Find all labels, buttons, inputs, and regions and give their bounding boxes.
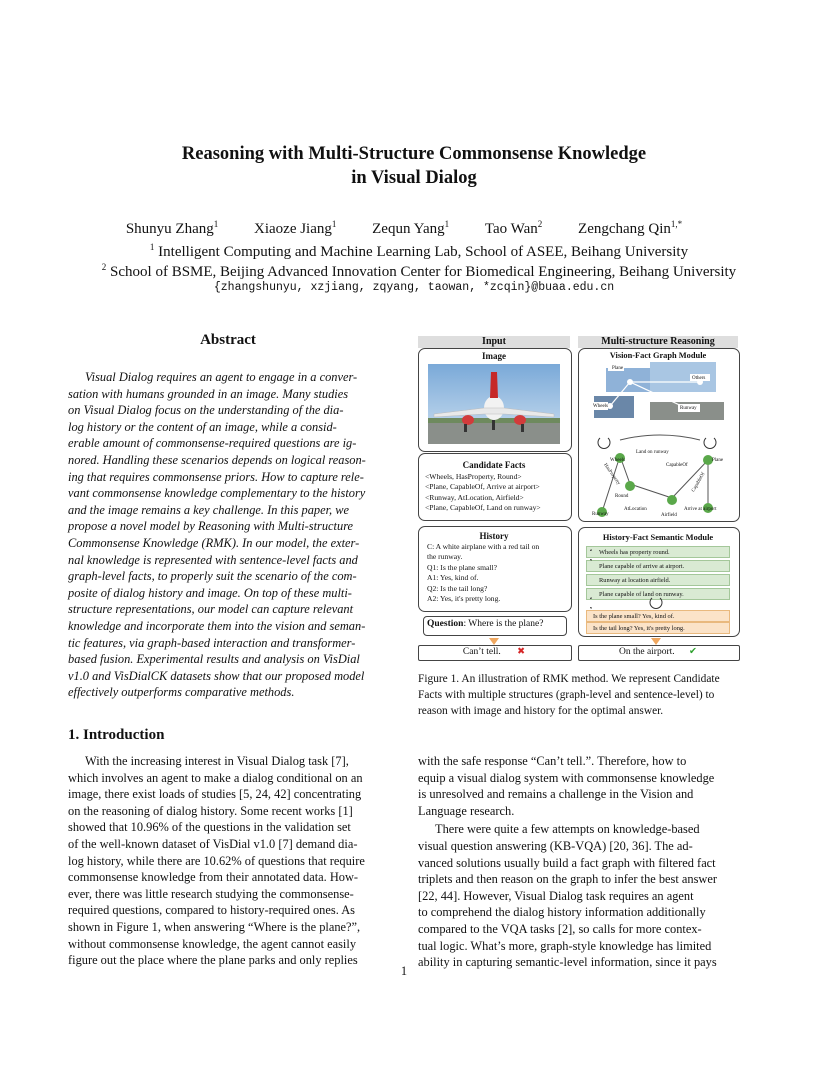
caption-line: Facts with multiple structures (graph-level and sentence-level) to (418, 688, 715, 701)
author: Xiaoze Jiang$^1$ (254, 219, 337, 237)
intro-heading: 1. Introduction (68, 727, 165, 743)
abstract-line: tic features, via graph-based interaction and transformer- (68, 635, 356, 650)
candidate-facts-title: Candidate Facts (462, 460, 526, 470)
right-answer: On the airport. ✔ (618, 646, 697, 657)
abstract-line: knowledge and incorporate them into the vision and seman- (68, 618, 366, 633)
intro-line: triplets and then reason on the graph to infer the best answer (418, 872, 718, 887)
history-line: the runway. (427, 552, 463, 562)
page-number: 1 (400, 964, 408, 978)
graph-node-label: Plane (712, 458, 724, 463)
intro-line: with the safe response “Can’t tell.”. Therefore, how to (418, 754, 687, 768)
abstract-line: erable amount of commonsense-required questions are ig- (68, 436, 357, 451)
abstract-heading: Abstract (200, 332, 256, 348)
intro-line: visual question answering (KB-VQA) [20, 36]. The ad- (418, 838, 693, 853)
input-header: Input (418, 336, 570, 348)
graph-node-label: CapableOf (691, 471, 707, 494)
semantic-fact: Wheels has property round. (586, 546, 730, 558)
history-title: History (479, 531, 509, 541)
graph-node-label: HasProperty (602, 462, 621, 487)
abstract-line: posite of dialog history and image. On top of these multi- (68, 585, 352, 600)
intro-line: There were quite a few attempts on knowledge-based (435, 822, 700, 837)
abstract-line: vant commonsense knowledge complementary to the history (68, 486, 366, 501)
semantic-history: Is the plane small? Yes, kind of. (586, 610, 730, 622)
semantic-fact: Runway at location airfield. (586, 574, 730, 586)
intro-line: ever, there was little research studying the commonsense- (68, 886, 354, 901)
abstract-line: log history or the content of an image, while a consid- (68, 419, 337, 434)
history-line: Q1: Is the plane small? (427, 562, 498, 572)
region-label: Runway (680, 406, 697, 411)
intro-line: With the increasing interest in Visual Dialog task [7], (85, 754, 349, 768)
intro-line: showed that 10.96% of the questions in the validation set (68, 820, 351, 835)
abstract-line: nal knowledge is represented with sentence-level facts and (68, 552, 358, 567)
region-label: Plane (612, 366, 624, 371)
history-line: A2: Yes, it's pretty long. (427, 594, 501, 604)
cross-icon: ✖ (517, 646, 526, 657)
candidate-facts-list (425, 472, 575, 514)
intro-line: compared to the VQA tasks [2], so calls for more contex- (418, 921, 702, 936)
intro-line: vanced solutions usually build a fact graph with filtered fact (418, 855, 716, 870)
intro-line: Language research. (418, 803, 515, 818)
author-list (0, 219, 808, 238)
abstract-line: on Visual Dialog focus on the understanding of the dia- (68, 403, 344, 418)
image-region-graph (590, 362, 730, 420)
intro-line: to comprehend the dialog history information additionally (418, 905, 706, 920)
graph-node-label: Runway (592, 512, 609, 517)
question-text: Question: Where is the plane? (427, 619, 544, 629)
intro-line: without commonsense knowledge, the agent cannot easily (68, 936, 357, 951)
paper-title-line1: Reasoning with Multi-Structure Commonsense Knowledge (181, 144, 647, 164)
arrow-down-icon (489, 638, 499, 645)
intro-left-column (68, 753, 388, 969)
reasoning-header: Multi-structure Reasoning (578, 336, 738, 348)
history-line: A1: Yes, kind of. (427, 573, 479, 583)
intro-line: on the reasoning of dialog history. Some recent works [1] (68, 803, 353, 818)
graph-node-label: AtLocation (624, 507, 647, 512)
intro-line: shown in Figure 1, when answering “Where is the plane?”, (68, 919, 361, 934)
wrong-answer: Can’t tell. ✖ (462, 646, 526, 657)
intro-line: of the well-known dataset of VisDial v1.0 [7] demand dia- (68, 836, 358, 851)
author: Zengchang Qin$^{1,*}$ (578, 219, 683, 237)
paper-title-line2: in Visual Dialog (351, 168, 477, 188)
abstract-line: propose a novel model by Reasoning with Multi-structure (68, 519, 354, 534)
abstract-line: sation with humans grounded in an image. Many studies (68, 386, 349, 401)
intro-line: commonsense knowledge from their annotated data. How- (68, 870, 359, 885)
affiliation-2: $^2$ School of BSME, Beijing Advanced Innovation Center for Biomedical Engineering, Beihang University (101, 262, 737, 280)
image-label: Image (482, 351, 506, 361)
history-line: Q2: Is the tail long? (427, 583, 488, 593)
arrow-down-icon (651, 638, 661, 645)
graph-node-label: Arrive at airport (684, 507, 717, 512)
graph-node-label: Land on runway (636, 450, 669, 455)
candidate-fact: <Plane, CapableOf, Land on runway> (425, 503, 541, 513)
affiliation-1: $^1$ Intelligent Computing and Machine Learning Lab, School of ASEE, Beihang University (149, 242, 689, 260)
airplane-photo (428, 364, 560, 444)
candidate-fact: <Plane, CapableOf, Arrive at airport> (425, 482, 540, 492)
abstract-body (68, 369, 388, 701)
vision-module-title: Vision-Fact Graph Module (609, 351, 707, 360)
region-label: Wheels (593, 404, 608, 409)
author: Shunyu Zhang$^1$ (125, 219, 219, 237)
candidate-fact: <Wheels, HasProperty, Round> (425, 472, 522, 481)
graph-node-label: CapableOf (666, 463, 688, 468)
abstract-line: Commonsense Knowledge (RMK). In our model, the exter- (68, 535, 360, 550)
intro-line: equip a visual dialog system with commonsense knowledge (418, 770, 715, 785)
abstract-line: effectively outperforms comparative methods. (68, 685, 295, 700)
graph-node-label: Airfield (661, 513, 677, 518)
attention-arrows (590, 548, 730, 610)
intro-right-column (418, 753, 738, 971)
semantic-fact: Plane capable of arrive at airport. (586, 560, 730, 572)
intro-line: [22, 44]. However, Visual Dialog task requires an agent (418, 888, 694, 903)
abstract-line: and the image remains a key challenge. In this paper, we (68, 502, 350, 517)
caption-line: reason with image and history for the optimal answer. (418, 704, 664, 717)
candidate-fact: <Runway, AtLocation, Airfield> (425, 492, 524, 502)
intro-line: ability in capturing semantic-level information, since it pays (418, 955, 717, 970)
intro-line: figure out the place where the plane parks and only replies (68, 953, 358, 968)
semantic-history: Is the tail long? Yes, it's pretty long. (586, 622, 730, 634)
history-line: C: A white airplane with a red tail on (427, 542, 540, 551)
author: Tao Wan$^2$ (484, 219, 543, 237)
history-module-title: History-Fact Semantic Module (602, 533, 714, 542)
graph-node-label: Round (615, 494, 629, 499)
intro-line: log history, while there are 10.62% of questions that require (68, 853, 365, 868)
abstract-line: graph-level facts, to properly suit the scenario of the com- (68, 569, 357, 584)
history-lines (427, 542, 567, 604)
check-icon: ✔ (689, 646, 697, 657)
abstract-line: ing that requires commonsense priors. How to capture rele- (68, 469, 364, 484)
abstract-line: v1.0 and VisDialCK datasets show that our proposed model (68, 668, 365, 683)
author: Zequn Yang$^1$ (372, 219, 450, 237)
graph-node-label: Wheels (610, 458, 625, 463)
abstract-line: Visual Dialog requires an agent to engage in a conver- (85, 370, 358, 384)
caption-line: Figure 1. An illustration of RMK method. We represent Candidate (418, 673, 720, 685)
abstract-line: nored. Handling these scenarios depends on logical reason- (68, 452, 366, 467)
intro-line: tual logic. What’s more, graph-style knowledge has limited (418, 938, 712, 953)
author-email: {zhangshunyu, xzjiang, zqyang, taowan, *zcqin}@buaa.edu.cn (213, 281, 615, 294)
intro-line: image, there exist loads of studies [5, 24, 42] concentrating (68, 787, 362, 802)
abstract-line: structure representations, our model can capture relevant (68, 602, 354, 617)
intro-line: required questions, compared to history-required ones. As (68, 903, 355, 918)
intro-line: is unresolved and remains a challenge in the Vision and (418, 787, 694, 802)
abstract-line: based fusion. Experimental results and analysis on VisDial (68, 652, 360, 667)
intro-line: which involves an agent to make a dialog conditional on an (68, 770, 363, 785)
figure-caption (418, 672, 742, 719)
semantic-fact: Plane capable of land on runway. (586, 588, 730, 600)
region-label: Others (692, 376, 706, 381)
